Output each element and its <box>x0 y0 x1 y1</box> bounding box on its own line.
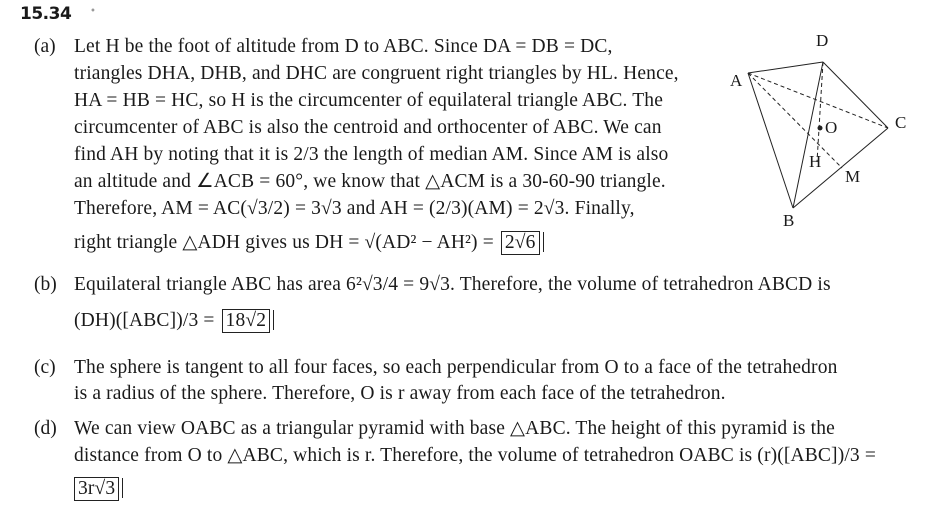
end-mark <box>271 310 274 330</box>
part-a-line: circumcenter of ABC is also the centroid and orthocenter of ABC. We can <box>74 117 662 138</box>
part-a-line: HA = HB = HC, so H is the circumcenter of equilateral triangle ABC. The <box>74 90 663 111</box>
part-a-answer-box: 2√6 <box>501 231 540 255</box>
part-a-line: Therefore, AM = AC(√3/2) = 3√3 and AH = (2/3)(AM) = 2√3. Finally, <box>74 198 635 219</box>
part-a-line: right triangle △ADH gives us DH = √(AD² − AH²) = <box>74 232 494 253</box>
part-a-final-line <box>74 230 544 255</box>
part-a-line: Let H be the foot of altitude from D to ABC. Since DA = DB = DC, <box>74 36 613 57</box>
bullet-mark: • <box>90 6 96 17</box>
label-A: A <box>730 71 743 90</box>
part-a-label: (a) <box>34 36 56 57</box>
part-c-line: The sphere is tangent to all four faces, so each perpendicular from O to a face of the tetrahedron <box>74 357 838 378</box>
part-b-final-line <box>74 308 274 333</box>
part-d-final-line <box>74 476 123 501</box>
edge-AB <box>748 73 793 208</box>
end-mark <box>541 232 544 252</box>
part-d-line: distance from O to △ABC, which is r. Therefore, the volume of tetrahedron OABC is (r)([ABC])/3 = <box>74 445 876 466</box>
part-a-line: triangles DHA, DHB, and DHC are congruent right triangles by HL. Hence, <box>74 63 679 84</box>
part-a-line: an altitude and ∠ACB = 60°, we know that △ACM is a 30-60-90 triangle. <box>74 171 666 192</box>
label-C: C <box>895 113 907 132</box>
tetrahedron-figure <box>725 28 925 233</box>
part-d-answer-box: 3r√3 <box>74 477 119 501</box>
part-b-line: Equilateral triangle ABC has area 6²√3/4 = 9√3. Therefore, the volume of tetrahedron ABCD is <box>74 274 831 295</box>
label-D: D <box>816 31 829 50</box>
part-b-label: (b) <box>34 274 57 295</box>
edge-DA <box>748 62 823 73</box>
label-B: B <box>783 211 795 230</box>
part-d-line: We can view OABC as a triangular pyramid with base △ABC. The height of this pyramid is the <box>74 418 835 439</box>
part-c-line: is a radius of the sphere. Therefore, O is r away from each face of the tetrahedron. <box>74 383 726 404</box>
part-d-label: (d) <box>34 418 57 439</box>
edge-AC <box>748 73 888 128</box>
part-b-line: (DH)([ABC])/3 = <box>74 310 215 331</box>
label-O: O <box>825 118 838 137</box>
part-c-label: (c) <box>34 357 56 378</box>
point-O <box>818 126 823 131</box>
end-mark <box>120 478 123 498</box>
part-a-line: find AH by noting that it is 2/3 the length of median AM. Since AM is also <box>74 144 669 165</box>
part-b-answer-box: 18√2 <box>222 309 271 333</box>
label-H: H <box>809 152 822 171</box>
problem-number: 15.34 <box>20 4 72 24</box>
label-M: M <box>845 167 861 186</box>
